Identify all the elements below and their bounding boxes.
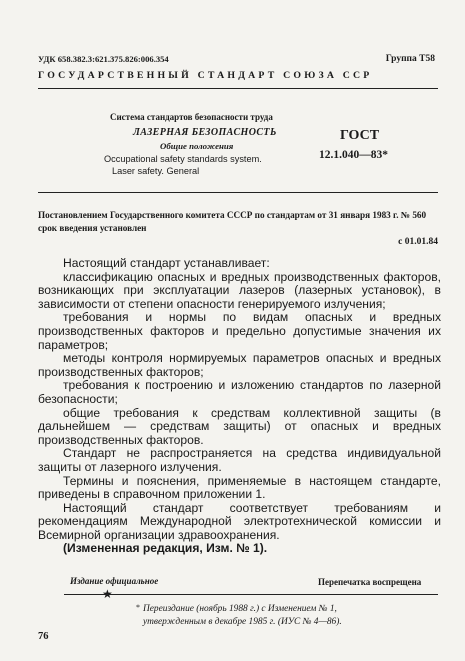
page-number: 76 <box>38 631 49 642</box>
reissue-line-1: Переиздание (ноябрь 1988 г.) с Изменением № 1, <box>143 604 337 614</box>
divider-top <box>38 88 438 89</box>
document-title: ЛАЗЕРНАЯ БЕЗОПАСНОСТЬ <box>133 127 277 138</box>
main-body <box>38 257 441 556</box>
divider-middle <box>38 192 438 193</box>
standards-system-line: Система стандартов безопасности труда <box>110 112 273 122</box>
reissue-line-2: утвержденным в декабре 1985 г. (ИУС № 4—86). <box>143 617 342 627</box>
body-paragraph: Стандарт не распространяется на средства индивидуальной защиты от лазерного излучения. <box>38 446 441 474</box>
body-paragraph: Настоящий стандарт соответствует требованиям и рекомендациям Международной электротехнической комиссии и Всемирной организации здравоохранения. <box>38 500 441 542</box>
body-paragraph: Термины и пояснения, применяемые в настоящем стандарте, приведены в справочном приложении 1. <box>38 473 441 502</box>
footnote-marker: * <box>136 603 140 612</box>
body-paragraph: общие требования к средствам коллективной защиты (в дальнейшем — средствам защиты) от опасных и вредных производственных факторов. <box>38 405 441 447</box>
state-standard-heading: ГОСУДАРСТВЕННЫЙ СТАНДАРТ СОЮЗА ССР <box>38 70 373 81</box>
reissue-note <box>143 603 342 629</box>
english-title-line-2: Laser safety. General <box>112 166 200 176</box>
divider-footer <box>64 594 438 595</box>
decree-text: Постановлением Государственного комитета СССР по стандартам от 31 января 1983 г. № 560 срок введения установлен <box>38 210 427 233</box>
english-title-line-1: Occupational safety standards system. <box>104 154 262 164</box>
udk-code: УДК 658.382.3:621.375.826:006.354 <box>38 54 169 64</box>
gost-number: 12.1.040—83* <box>319 149 388 161</box>
star-icon: ★ <box>102 587 113 601</box>
official-edition-label: Издание официальное <box>70 576 159 586</box>
effective-date: с 01.01.84 <box>398 237 438 247</box>
body-paragraph: требования к построению и изложению стандартов по лазерной безопасности; <box>38 378 441 406</box>
group-code: Группа Т58 <box>385 54 435 64</box>
body-paragraph: методы контроля нормируемых параметров опасных и вредных производственных факторов; <box>38 351 441 379</box>
reprint-prohibited-label: Перепечатка воспрещена <box>318 577 422 587</box>
amendment-note: (Измененная редакция, Изм. № 1). <box>63 541 268 556</box>
body-paragraph: классификацию опасных и вредных производственных факторов, возникающих при эксплуатации лазеров (лазерных установок), в зависимости от степени опасности генерируемого излучения; <box>38 269 441 311</box>
body-paragraph: Настоящий стандарт устанавливает: <box>63 256 270 270</box>
document-subtitle: Общие положения <box>160 141 234 151</box>
gost-label: ГОСТ <box>340 128 380 143</box>
body-paragraph: требования и нормы по видам опасных и вредных производственных факторов и предельно допустимые значения их параметров; <box>38 310 441 352</box>
